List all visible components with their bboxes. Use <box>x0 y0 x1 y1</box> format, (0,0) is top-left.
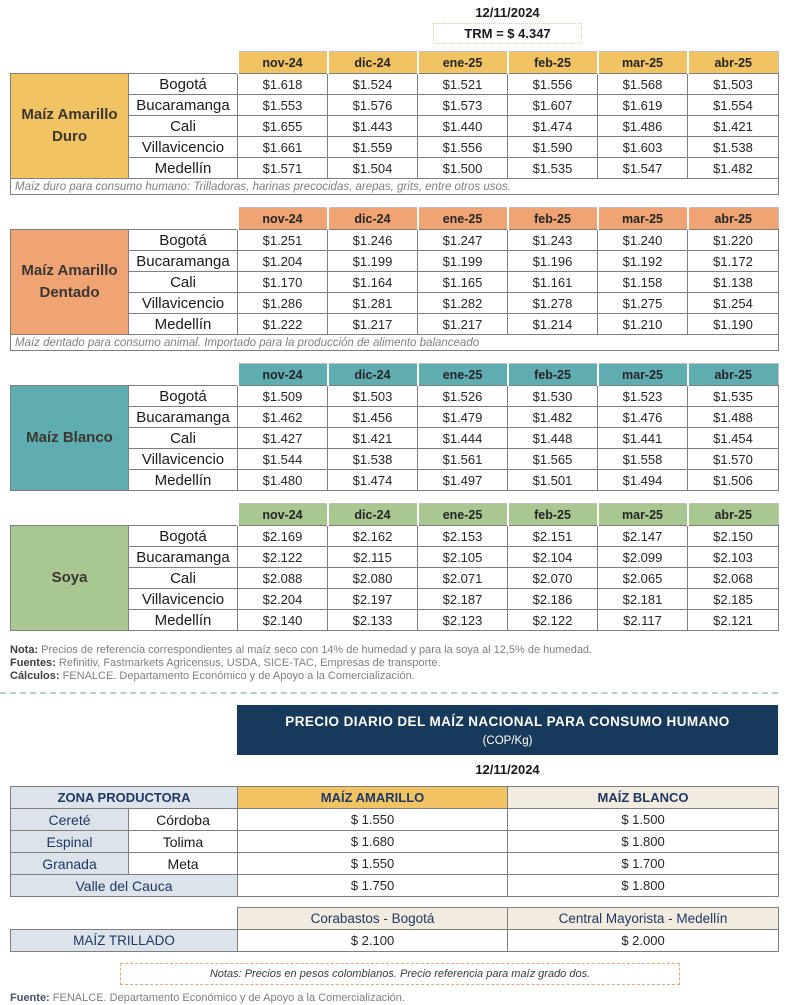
price-cell: $2.186 <box>508 589 598 610</box>
note-line <box>10 657 778 670</box>
trillado-label: MAÍZ TRILLADO <box>11 930 238 952</box>
month-header: feb-25 <box>508 504 598 526</box>
table-footnote: Maíz duro para consumo humano: Trilladoras, harinas precocidas, arepas, grits, entre otros usos. <box>11 179 779 195</box>
price-cell: $2.080 <box>328 568 418 589</box>
price-cell: $2.068 <box>688 568 779 589</box>
note-label: Nota: <box>10 644 39 656</box>
report-date: 12/11/2024 <box>475 5 540 20</box>
commodity-table-1 <box>10 51 779 195</box>
zone-name: Valle del Cauca <box>11 875 238 897</box>
month-header: nov-24 <box>238 52 328 74</box>
price-cell: $2.181 <box>598 589 688 610</box>
price-cell: $1.494 <box>598 470 688 491</box>
price-cell: $1.538 <box>328 449 418 470</box>
price-cell: $1.444 <box>418 428 508 449</box>
zone-table-header-amarillo: MAÍZ AMARILLO <box>238 787 508 809</box>
commodity-label: Maíz Amarillo Dentado <box>11 230 129 335</box>
price-cell: $1.590 <box>508 137 598 158</box>
price-cell: $1.251 <box>238 230 328 251</box>
city-label: Cali <box>129 272 238 293</box>
price-cell: $2.070 <box>508 568 598 589</box>
price-cell: $2.151 <box>508 526 598 547</box>
price-cell: $2.071 <box>418 568 508 589</box>
price-cell: $2.185 <box>688 589 779 610</box>
price-cell: $2.133 <box>328 610 418 631</box>
month-header: ene-25 <box>418 208 508 230</box>
price-cell: $1.486 <box>598 116 688 137</box>
price-cell: $1.220 <box>688 230 779 251</box>
month-header: mar-25 <box>598 504 688 526</box>
price-cell: $1.535 <box>508 158 598 179</box>
price-cell: $1.421 <box>688 116 779 137</box>
price-cell: $1.275 <box>598 293 688 314</box>
zone-table-header-zona: ZONA PRODUCTORA <box>11 787 238 809</box>
price-cell: $1.603 <box>598 137 688 158</box>
trm-value: TRM = $ 4.347 <box>464 26 551 41</box>
city-label: Medellín <box>129 158 238 179</box>
trm-box <box>433 23 581 44</box>
price-cell: $2.169 <box>238 526 328 547</box>
month-header: abr-25 <box>688 504 779 526</box>
month-header: mar-25 <box>598 208 688 230</box>
table-footnote: Maíz dentado para consumo animal. Importado para la producción de alimento balanceado <box>11 335 779 351</box>
month-header: feb-25 <box>508 52 598 74</box>
price-cell: $2.123 <box>418 610 508 631</box>
price-cell: $2.187 <box>418 589 508 610</box>
department-name: Córdoba <box>129 809 238 831</box>
price-cell: $2.117 <box>598 610 688 631</box>
month-header: nov-24 <box>238 208 328 230</box>
table-row <box>11 831 779 853</box>
price-cell: $1.523 <box>598 386 688 407</box>
price-cell: $2.150 <box>688 526 779 547</box>
trillado-price-medellin: $ 2.000 <box>508 930 779 952</box>
price-cell: $1.497 <box>418 470 508 491</box>
city-label: Bucaramanga <box>129 251 238 272</box>
price-cell: $1.138 <box>688 272 779 293</box>
price-cell: $1.210 <box>598 314 688 335</box>
price-cell: $1.204 <box>238 251 328 272</box>
price-cell: $1.286 <box>238 293 328 314</box>
price-cell: $1.544 <box>238 449 328 470</box>
zone-table <box>10 786 779 897</box>
price-cell: $2.088 <box>238 568 328 589</box>
table-row <box>11 386 779 407</box>
commodity-label: Maíz Blanco <box>11 386 129 491</box>
city-label: Medellín <box>129 610 238 631</box>
price-cell: $1.521 <box>418 74 508 95</box>
city-label: Villavicencio <box>129 137 238 158</box>
price-cell: $1.556 <box>418 137 508 158</box>
price-cell: $1.441 <box>598 428 688 449</box>
commodity-table-4 <box>10 503 779 631</box>
note-text: Refinitiv, Fastmarkets Agricensus, USDA, SICE-TAC, Empresas de transporte. <box>55 657 441 669</box>
price-cell: $2.103 <box>688 547 779 568</box>
month-header: dic-24 <box>328 208 418 230</box>
city-label: Villavicencio <box>129 293 238 314</box>
market-header-medellin: Central Mayorista - Medellín <box>508 908 779 930</box>
city-label: Bogotá <box>129 74 238 95</box>
month-header: mar-25 <box>598 364 688 386</box>
price-cell: $1.524 <box>328 74 418 95</box>
trillado-table <box>10 907 779 952</box>
zone-name: Espinal <box>11 831 129 853</box>
table-corner <box>11 208 238 230</box>
price-cell: $1.573 <box>418 95 508 116</box>
price-cell: $1.556 <box>508 74 598 95</box>
fuente-line <box>10 992 778 1004</box>
price-cell: $1.214 <box>508 314 598 335</box>
month-header: dic-24 <box>328 364 418 386</box>
city-label: Medellín <box>129 470 238 491</box>
price-cell: $1.474 <box>328 470 418 491</box>
price-cell: $1.278 <box>508 293 598 314</box>
price-cell: $2.121 <box>688 610 779 631</box>
price-cell: $1.568 <box>598 74 688 95</box>
price-cell: $1.170 <box>238 272 328 293</box>
price-cell: $1.474 <box>508 116 598 137</box>
table-row <box>11 809 779 831</box>
month-header: abr-25 <box>688 52 779 74</box>
price-cell: $1.503 <box>328 386 418 407</box>
price-cell: $1.661 <box>238 137 328 158</box>
price-cell: $1.559 <box>328 137 418 158</box>
price-cell: $2.147 <box>598 526 688 547</box>
price-cell: $1.482 <box>508 407 598 428</box>
city-label: Bogotá <box>129 230 238 251</box>
month-header: abr-25 <box>688 208 779 230</box>
price-cell: $1.199 <box>328 251 418 272</box>
price-cell: $2.153 <box>418 526 508 547</box>
zone-table-header-blanco: MAÍZ BLANCO <box>508 787 779 809</box>
price-amarillo: $ 1.680 <box>238 831 508 853</box>
price-cell: $1.196 <box>508 251 598 272</box>
price-cell: $1.440 <box>418 116 508 137</box>
price-amarillo: $ 1.550 <box>238 853 508 875</box>
section2-date: 12/11/2024 <box>475 762 540 777</box>
month-header: dic-24 <box>328 504 418 526</box>
price-amarillo: $ 1.750 <box>238 875 508 897</box>
table-corner <box>11 908 238 930</box>
price-cell: $1.192 <box>598 251 688 272</box>
city-label: Medellín <box>129 314 238 335</box>
city-label: Bucaramanga <box>129 407 238 428</box>
market-header-bogota: Corabastos - Bogotá <box>238 908 508 930</box>
price-cell: $1.462 <box>238 407 328 428</box>
price-cell: $1.503 <box>688 74 779 95</box>
section2-title: PRECIO DIARIO DEL MAÍZ NACIONAL PARA CONSUMO HUMANO <box>285 714 730 729</box>
price-cell: $2.104 <box>508 547 598 568</box>
fuente-label: Fuente: <box>10 992 50 1004</box>
price-cell: $1.576 <box>328 95 418 116</box>
trillado-price-bogota: $ 2.100 <box>238 930 508 952</box>
commodity-tables <box>10 51 778 631</box>
table-row <box>11 875 779 897</box>
price-cell: $2.065 <box>598 568 688 589</box>
department-name: Tolima <box>129 831 238 853</box>
month-header: nov-24 <box>238 504 328 526</box>
price-cell: $1.247 <box>418 230 508 251</box>
section2-title-box <box>237 705 778 755</box>
price-cell: $2.197 <box>328 589 418 610</box>
section2-subtitle: (COP/Kg) <box>482 735 533 747</box>
price-cell: $1.571 <box>238 158 328 179</box>
price-cell: $2.204 <box>238 589 328 610</box>
price-cell: $1.547 <box>598 158 688 179</box>
note-label: Cálculos: <box>10 670 60 682</box>
price-blanco: $ 1.500 <box>508 809 779 831</box>
price-blanco: $ 1.800 <box>508 875 779 897</box>
price-cell: $1.500 <box>418 158 508 179</box>
price-cell: $1.165 <box>418 272 508 293</box>
table-corner <box>11 504 238 526</box>
city-label: Cali <box>129 116 238 137</box>
city-label: Bucaramanga <box>129 95 238 116</box>
notes-block <box>10 644 778 683</box>
price-cell: $1.172 <box>688 251 779 272</box>
month-header: feb-25 <box>508 208 598 230</box>
price-cell: $1.427 <box>238 428 328 449</box>
price-cell: $1.448 <box>508 428 598 449</box>
city-label: Villavicencio <box>129 589 238 610</box>
section-divider <box>0 692 778 694</box>
price-cell: $1.607 <box>508 95 598 116</box>
price-cell: $1.240 <box>598 230 688 251</box>
price-cell: $1.509 <box>238 386 328 407</box>
zone-name: Granada <box>11 853 129 875</box>
price-amarillo: $ 1.550 <box>238 809 508 831</box>
price-cell: $1.217 <box>328 314 418 335</box>
price-cell: $1.553 <box>238 95 328 116</box>
table-row <box>11 930 779 952</box>
month-header: abr-25 <box>688 364 779 386</box>
price-blanco: $ 1.800 <box>508 831 779 853</box>
price-cell: $1.421 <box>328 428 418 449</box>
price-cell: $1.158 <box>598 272 688 293</box>
department-name: Meta <box>129 853 238 875</box>
price-cell: $1.554 <box>688 95 779 116</box>
price-cell: $1.282 <box>418 293 508 314</box>
price-cell: $1.217 <box>418 314 508 335</box>
price-cell: $1.561 <box>418 449 508 470</box>
price-cell: $1.443 <box>328 116 418 137</box>
price-cell: $1.190 <box>688 314 779 335</box>
note-text: FENALCE. Departamento Económico y de Apoyo a la Comercialización. <box>59 670 415 682</box>
price-cell: $1.476 <box>598 407 688 428</box>
price-cell: $1.246 <box>328 230 418 251</box>
note-label: Fuentes: <box>10 657 56 669</box>
city-label: Cali <box>129 568 238 589</box>
city-label: Bogotá <box>129 526 238 547</box>
table-corner <box>11 364 238 386</box>
price-cell: $2.105 <box>418 547 508 568</box>
table-row <box>11 526 779 547</box>
commodity-table-2 <box>10 207 779 351</box>
price-cell: $1.164 <box>328 272 418 293</box>
price-cell: $1.456 <box>328 407 418 428</box>
price-cell: $1.480 <box>238 470 328 491</box>
city-label: Bogotá <box>129 386 238 407</box>
note-line <box>10 670 778 683</box>
price-cell: $1.535 <box>688 386 779 407</box>
month-header: ene-25 <box>418 52 508 74</box>
month-header: mar-25 <box>598 52 688 74</box>
note-text: Precios de referencia correspondientes al maíz seco con 14% de humedad y para la soya al 12,5% de humedad. <box>38 644 593 656</box>
month-header: feb-25 <box>508 364 598 386</box>
report-header <box>237 5 778 44</box>
price-cell: $1.558 <box>598 449 688 470</box>
price-cell: $2.140 <box>238 610 328 631</box>
price-cell: $1.570 <box>688 449 779 470</box>
note-line <box>10 644 778 657</box>
price-cell: $1.504 <box>328 158 418 179</box>
month-header: ene-25 <box>418 364 508 386</box>
commodity-label: Soya <box>11 526 129 631</box>
price-cell: $1.619 <box>598 95 688 116</box>
month-header: ene-25 <box>418 504 508 526</box>
table-row <box>11 230 779 251</box>
price-cell: $1.454 <box>688 428 779 449</box>
price-cell: $1.565 <box>508 449 598 470</box>
price-cell: $1.530 <box>508 386 598 407</box>
price-cell: $1.281 <box>328 293 418 314</box>
table-row <box>11 74 779 95</box>
price-cell: $1.482 <box>688 158 779 179</box>
price-cell: $2.115 <box>328 547 418 568</box>
price-cell: $1.222 <box>238 314 328 335</box>
city-label: Villavicencio <box>129 449 238 470</box>
price-cell: $1.243 <box>508 230 598 251</box>
fuente-text: FENALCE. Departamento Económico y de Apoyo a la Comercialización. <box>49 992 405 1004</box>
price-cell: $1.479 <box>418 407 508 428</box>
price-cell: $1.488 <box>688 407 779 428</box>
price-cell: $1.254 <box>688 293 779 314</box>
month-header: dic-24 <box>328 52 418 74</box>
price-cell: $2.122 <box>238 547 328 568</box>
city-label: Cali <box>129 428 238 449</box>
price-cell: $2.162 <box>328 526 418 547</box>
price-cell: $2.099 <box>598 547 688 568</box>
month-header: nov-24 <box>238 364 328 386</box>
price-cell: $1.506 <box>688 470 779 491</box>
notas-box: Notas: Precios en pesos colombianos. Precio referencia para maíz grado dos. <box>120 963 680 985</box>
price-cell: $1.618 <box>238 74 328 95</box>
commodity-table-3 <box>10 363 779 491</box>
city-label: Bucaramanga <box>129 547 238 568</box>
table-corner <box>11 52 238 74</box>
price-cell: $1.655 <box>238 116 328 137</box>
price-cell: $2.122 <box>508 610 598 631</box>
price-cell: $1.161 <box>508 272 598 293</box>
price-blanco: $ 1.700 <box>508 853 779 875</box>
price-cell: $1.199 <box>418 251 508 272</box>
price-cell: $1.538 <box>688 137 779 158</box>
table-row <box>11 853 779 875</box>
commodity-label: Maíz Amarillo Duro <box>11 74 129 179</box>
price-cell: $1.501 <box>508 470 598 491</box>
zone-name: Cereté <box>11 809 129 831</box>
price-cell: $1.526 <box>418 386 508 407</box>
